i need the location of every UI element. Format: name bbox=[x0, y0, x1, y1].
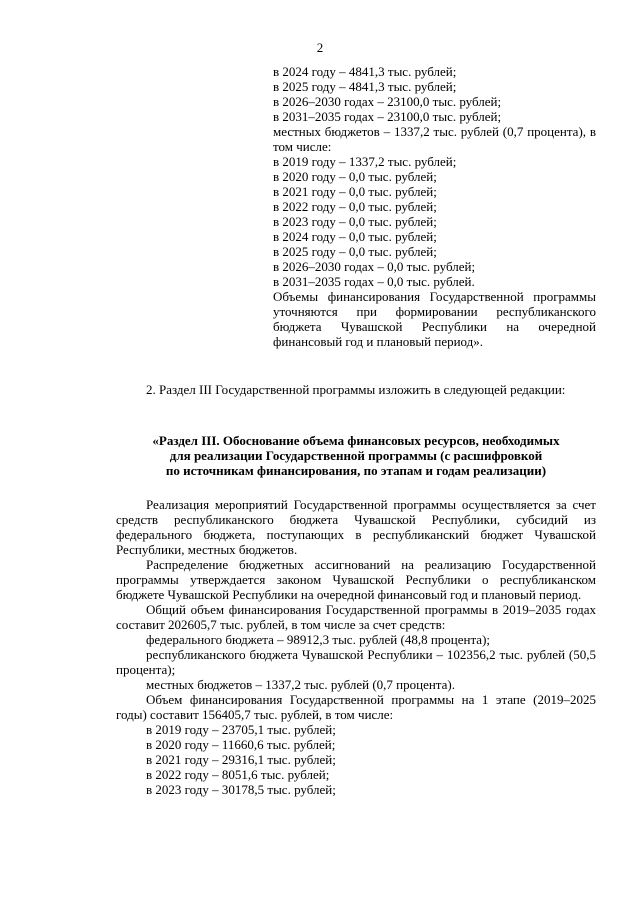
section-body bbox=[116, 497, 596, 797]
year-line: в 2021 году – 29316,1 тыс. рублей; bbox=[146, 752, 336, 767]
financing-continuation bbox=[273, 64, 596, 349]
text-line: в 2020 году – 0,0 тыс. рублей; bbox=[273, 169, 437, 184]
closing-paragraph: Объемы финансирования Государственной программы уточняются при формировании республиканского бюджета Чувашской Республики на очередной финансовый год и плановый период». bbox=[273, 289, 596, 349]
paragraph: Реализация мероприятий Государственной программы осуществляется за счет средств республиканского бюджета Чувашской Республики, субсидий из федерального бюджета, поступающих в республиканский бюджет Чувашской Республики, местных бюджетов. bbox=[116, 497, 596, 557]
paragraph: местных бюджетов – 1337,2 тыс. рублей (0,7 процента). bbox=[146, 677, 455, 692]
section-title-line: по источникам финансирования, по этапам и годам реализации) bbox=[165, 463, 547, 478]
page-number: 2 bbox=[316, 40, 324, 55]
text-line: в 2026–2030 годах – 0,0 тыс. рублей; bbox=[273, 259, 476, 274]
section-title-line: «Раздел III. Обоснование объема финансовых ресурсов, необходимых bbox=[152, 433, 560, 448]
section-title-line: для реализации Государственной программы (с расшифровкой bbox=[169, 448, 543, 463]
text-line: в 2026–2030 годах – 23100,0 тыс. рублей; bbox=[273, 94, 502, 109]
paragraph: Распределение бюджетных ассигнований на реализацию Государственной программы утверждается законом Чувашской Республики о республиканском бюджете Чувашской Республики на очередной финансовый год и плановый период. bbox=[116, 557, 596, 602]
text-line: в 2023 году – 0,0 тыс. рублей; bbox=[273, 214, 437, 229]
section-title bbox=[116, 433, 596, 478]
paragraph: Объем финансирования Государственной программы на 1 этапе (2019–2025 годы) составит 156405,7 тыс. рублей, в том числе: bbox=[116, 692, 596, 722]
text-line: в 2019 году – 1337,2 тыс. рублей; bbox=[273, 154, 457, 169]
text-line: в 2024 году – 4841,3 тыс. рублей; bbox=[273, 64, 457, 79]
text-line: в 2022 году – 0,0 тыс. рублей; bbox=[273, 199, 437, 214]
year-line: в 2020 году – 11660,6 тыс. рублей; bbox=[146, 737, 336, 752]
text-line: в 2025 году – 4841,3 тыс. рублей; bbox=[273, 79, 457, 94]
year-line: в 2019 году – 23705,1 тыс. рублей; bbox=[146, 722, 336, 737]
text-line: в 2031–2035 годах – 23100,0 тыс. рублей; bbox=[273, 109, 502, 124]
item-2-paragraph: 2. Раздел III Государственной программы изложить в следующей редакции: bbox=[146, 382, 566, 397]
paragraph: федерального бюджета – 98912,3 тыс. рублей (48,8 процента); bbox=[146, 632, 491, 647]
year-line: в 2023 году – 30178,5 тыс. рублей; bbox=[146, 782, 336, 797]
text-line: в 2021 году – 0,0 тыс. рублей; bbox=[273, 184, 437, 199]
year-line: в 2022 году – 8051,6 тыс. рублей; bbox=[146, 767, 330, 782]
text-line: местных бюджетов – 1337,2 тыс. рублей (0,7 процента), в том числе: bbox=[273, 124, 596, 154]
text-line: в 2025 году – 0,0 тыс. рублей; bbox=[273, 244, 437, 259]
text-line: в 2024 году – 0,0 тыс. рублей; bbox=[273, 229, 437, 244]
paragraph: республиканского бюджета Чувашской Республики – 102356,2 тыс. рублей (50,5 процента); bbox=[116, 647, 596, 677]
paragraph: Общий объем финансирования Государственной программы в 2019–2035 годах составит 202605,7 тыс. рублей, в том числе за счет средств: bbox=[116, 602, 596, 632]
text-line: в 2031–2035 годах – 0,0 тыс. рублей. bbox=[273, 274, 475, 289]
